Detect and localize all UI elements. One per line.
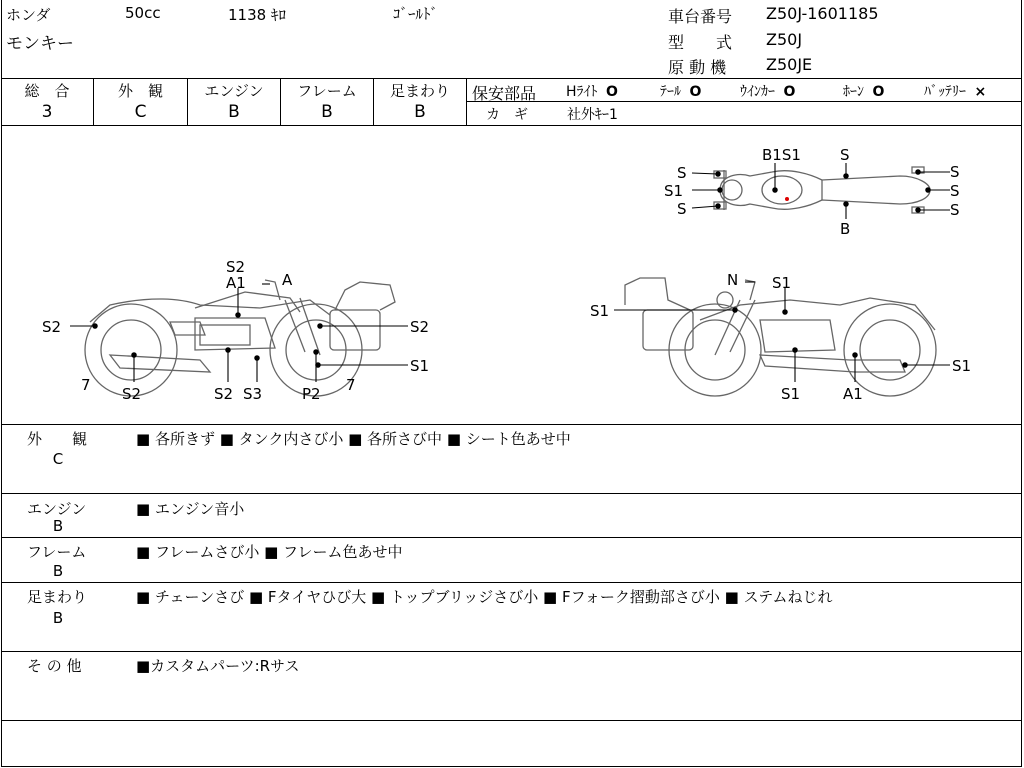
note-items: ■ 各所きず ■ タンク内さび小 ■ 各所さび中 ■ シート色あせ中	[136, 430, 571, 448]
divider	[1, 78, 1022, 79]
diagram-label: S1	[410, 357, 430, 375]
note-items: ■ エンジン音小	[136, 500, 245, 518]
note-grade: C	[52, 450, 64, 468]
diagram-label: A1	[226, 274, 246, 292]
divider	[467, 101, 1022, 102]
divider	[1, 537, 1022, 538]
diagram-label: S1	[952, 357, 972, 375]
grade-suspension-value: B	[414, 102, 426, 122]
type-label: 型 式	[668, 33, 733, 52]
diagram-label: S	[950, 201, 960, 219]
diagram-label: 7	[346, 376, 356, 394]
note-grade: B	[52, 562, 64, 580]
note-grade: B	[52, 609, 64, 627]
divider	[466, 78, 467, 125]
key-label: カ ギ	[486, 107, 528, 123]
note-category: そ の 他	[27, 657, 82, 675]
model-name: モンキー	[6, 34, 74, 54]
diagram-label: S	[840, 146, 850, 164]
safety-horn	[843, 81, 884, 101]
note-category: フレーム	[27, 543, 87, 561]
frame-no-label: 車台番号	[668, 7, 733, 26]
diagram-label: B1S1	[762, 146, 801, 164]
safety-item-mark: O	[689, 84, 702, 100]
diagram-label: S1	[664, 182, 684, 200]
color: ｺﾞｰﾙﾄﾞ	[393, 5, 439, 23]
safety-item-name: Hﾗｲﾄ	[566, 84, 598, 100]
note-items: ■カスタムパーツ:Rサス	[136, 657, 300, 675]
note-items: ■ チェーンさび ■ Fタイヤひび大 ■ トップブリッジさび小 ■ Fフォーク摺動部さび小 ■ ステムねじれ	[136, 588, 833, 606]
grade-overall-label: 総 合	[24, 82, 70, 100]
safety-item-name: ｳｲﾝｶｰ	[740, 84, 775, 100]
displacement: 50cc	[125, 4, 161, 22]
top-view-motorcycle	[714, 167, 930, 213]
diagram-label: B	[840, 220, 851, 238]
note-category: エンジン	[27, 500, 87, 518]
engine-label: 原 動 機	[668, 58, 727, 77]
divider	[1, 720, 1022, 721]
diagram-label: S2	[226, 258, 246, 276]
frame-no: Z50J-1601185	[766, 4, 879, 23]
grade-frame-value: B	[321, 102, 333, 122]
safety-item-mark: ×	[974, 84, 987, 100]
grade-suspension-label: 足まわり	[389, 82, 450, 100]
engine-value: Z50JE	[766, 55, 813, 74]
right-view-motorcycle	[625, 278, 936, 396]
safety-item-mark: O	[783, 84, 796, 100]
safety-headlight	[566, 81, 618, 101]
diagram-label: S	[677, 200, 687, 218]
note-category: 足まわり	[27, 588, 88, 606]
diagram-label: S1	[772, 274, 792, 292]
diagram-label: S	[950, 182, 960, 200]
grade-frame-label: フレーム	[297, 82, 357, 100]
divider	[1, 582, 1022, 583]
diagram-label: S2	[410, 318, 430, 336]
maker: ホンダ	[6, 6, 51, 24]
safety-item-mark: O	[872, 84, 885, 100]
diagram-label: S3	[243, 385, 263, 403]
note-category: 外 観	[27, 430, 88, 448]
diagram-label: S2	[122, 385, 142, 403]
diagram-label: A1	[843, 385, 863, 403]
safety-battery	[924, 81, 986, 101]
diagram-label: P2	[302, 385, 321, 403]
safety-item-mark: O	[605, 84, 618, 100]
grade-engine-label: エンジン	[204, 82, 264, 100]
grade-exterior-label: 外 観	[117, 82, 163, 100]
safety-item-name: ﾎｰﾝ	[843, 84, 864, 100]
damage-diagram	[0, 126, 1024, 424]
diagram-label: S2	[214, 385, 234, 403]
safety-winker	[740, 81, 795, 101]
key-value: 社外ｷｰ1	[567, 107, 618, 123]
diagram-label: S	[677, 164, 687, 182]
diagram-label: S1	[781, 385, 801, 403]
grade-overall-value: 3	[41, 102, 53, 122]
diagram-label: 7	[81, 376, 91, 394]
diagram-label: S1	[590, 302, 610, 320]
grade-engine-value: B	[228, 102, 240, 122]
note-grade: B	[52, 517, 64, 535]
safety-taillight	[660, 81, 701, 101]
diagram-label: S	[950, 163, 960, 181]
safety-item-name: ﾊﾞｯﾃﾘｰ	[924, 84, 966, 100]
safety-item-name: ﾃｰﾙ	[660, 84, 681, 100]
divider	[1, 651, 1022, 652]
diagram-label: N	[727, 271, 739, 289]
damage-marker	[785, 197, 789, 201]
mileage: 1138 ｷﾛ	[228, 6, 286, 24]
diagram-label: S2	[42, 318, 62, 336]
safety-label: 保安部品	[472, 84, 537, 103]
diagram-label: A	[282, 271, 293, 289]
note-items: ■ フレームさび小 ■ フレーム色あせ中	[136, 543, 403, 561]
grade-exterior-value: C	[134, 102, 147, 122]
divider	[1, 424, 1022, 425]
divider	[1, 493, 1022, 494]
type-value: Z50J	[766, 30, 803, 49]
